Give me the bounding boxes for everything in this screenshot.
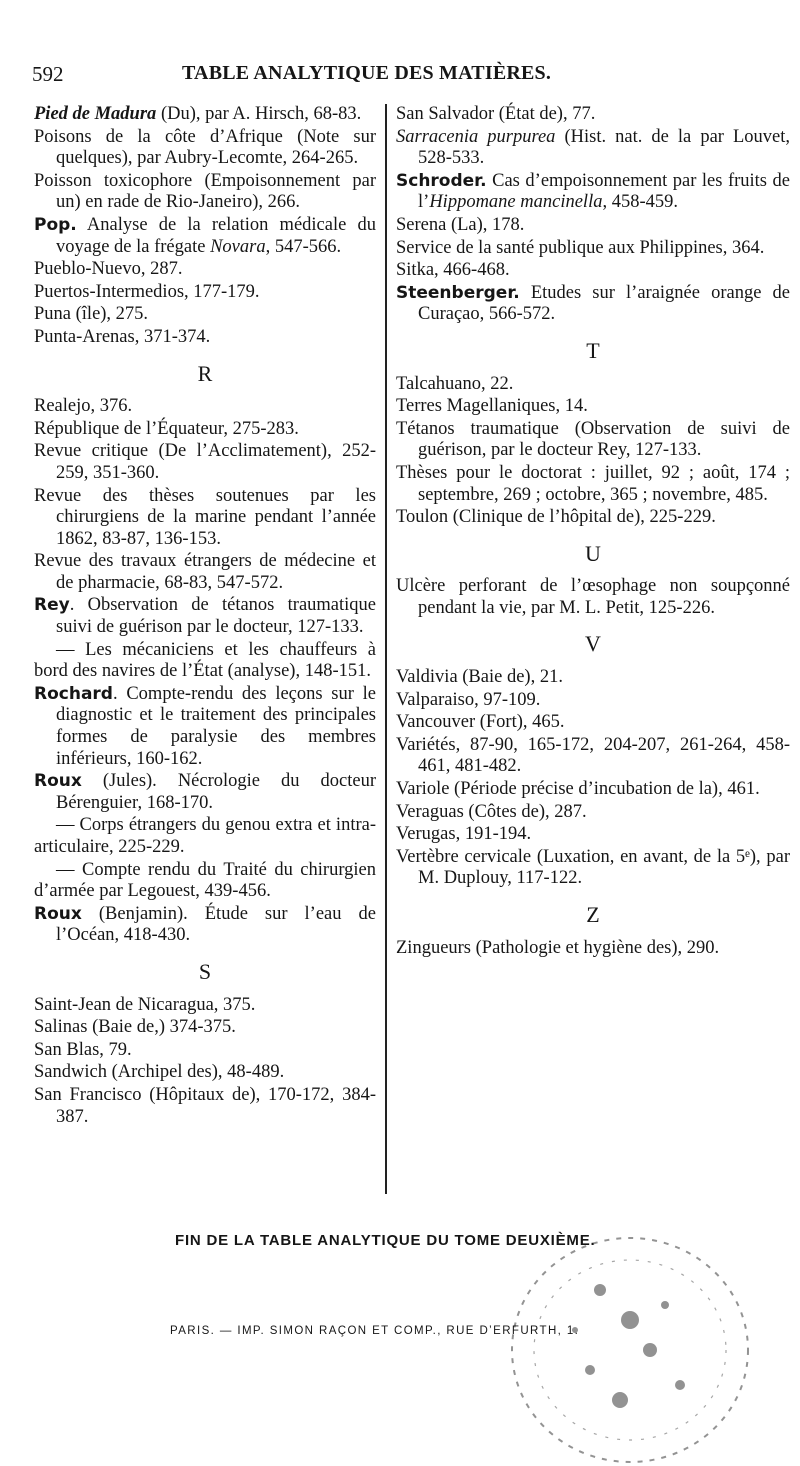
index-entry: Verugas, 191-194. <box>396 824 532 845</box>
section-letter-r: R <box>197 360 213 386</box>
index-entry: Sarracenia purpurea (Hist. nat. de la par Louvet, 528-533. <box>396 126 791 169</box>
index-entry: Serena (La), 178. <box>396 214 525 235</box>
index-entry: Toulon (Clinique de l’hôpital de), 225-229. <box>396 507 716 528</box>
index-entry: Punta-Arenas, 371-374. <box>34 326 211 347</box>
index-entry: Vertèbre cervicale (Luxation, en avant, de la 5ᵉ), par M. Duplouy, 117-122. <box>396 846 790 889</box>
index-entry: Revue des travaux étrangers de médecine et de pharmacie, 68-83, 547-572. <box>34 551 376 593</box>
index-entry: Rey. Observation de tétanos traumatique suivi de guérison par le docteur, 127-133. <box>34 595 376 638</box>
index-entry: Service de la santé publique aux Philippines, 364. <box>396 237 765 258</box>
index-entry: Pop. Analyse de la relation médicale du voyage de la frégate Novara, 547-566. <box>34 214 376 257</box>
section-letter-t: T <box>586 337 600 363</box>
index-entry: Schroder. Cas d’empoisonnement par les fruits de l’Hippomane mancinella, 458-459. <box>396 170 790 213</box>
section-letter-z: Z <box>586 902 600 927</box>
index-entry: San Blas, 79. <box>34 1039 132 1060</box>
left-column <box>34 104 376 1129</box>
index-entry: Revue critique (De l’Acclimatement), 252-259, 351-360. <box>34 441 376 483</box>
index-entry: San Salvador (État de), 77. <box>396 104 596 124</box>
index-entry: Pueblo-Nuevo, 287. <box>34 259 183 280</box>
index-subentry: — Corps étrangers du genou extra et intra-articulaire, 225-229. <box>34 815 376 857</box>
section-letter-v: V <box>585 631 601 657</box>
running-title: TABLE ANALYTIQUE DES MATIÈRES. <box>182 62 552 84</box>
page-header <box>32 62 772 98</box>
section-letter-u: U <box>585 540 601 566</box>
index-entry: Roux (Benjamin). Étude sur l’eau de l’Océan, 418-430. <box>34 903 376 946</box>
index-entry: Revue des thèses soutenues par les chirurgiens de la marine pendant l’année 1862, 83-87, 136-153. <box>34 485 376 549</box>
index-entry: Sandwich (Archipel des), 48-489. <box>34 1062 285 1083</box>
index-entry: Saint-Jean de Nicaragua, 375. <box>34 994 256 1015</box>
index-entry: Thèses pour le doctorat : juillet, 92 ; août, 174 ; septembre, 269 ; octobre, 365 ; novembre, 485. <box>396 462 790 505</box>
index-entry: Realejo, 376. <box>34 396 133 417</box>
index-entry: Pied de Madura (Du), par A. Hirsch, 68-83. <box>34 104 362 124</box>
index-entry: Puna (île), 275. <box>34 304 149 325</box>
index-entry: Variétés, 87-90, 165-172, 204-207, 261-264, 458-461, 481-482. <box>396 734 790 777</box>
page-number: 592 <box>32 62 64 86</box>
index-entry: Tétanos traumatique (Observation de suivi de guérison, par le docteur Rey, 127-133. <box>396 418 790 461</box>
index-entry: Sitka, 466-468. <box>396 260 510 281</box>
index-subentry: — Les mécaniciens et les chauffeurs à bord des navires de l’État (analyse), 148-151. <box>34 639 376 682</box>
index-entry: Roux (Jules). Nécrologie du docteur Bérenguier, 168-170. <box>34 771 376 813</box>
library-stamp <box>480 1210 780 1466</box>
index-entry: San Francisco (Hôpitaux de), 170-172, 384-387. <box>34 1084 376 1127</box>
index-entry: Vancouver (Fort), 465. <box>396 712 565 733</box>
end-colophon: FIN DE LA TABLE ANALYTIQUE DU TOME DEUXIÈME. <box>175 1232 596 1249</box>
index-entry: Puertos-Intermedios, 177-179. <box>34 281 260 302</box>
index-entry: Valparaiso, 97-109. <box>396 689 541 710</box>
index-entry: Zingueurs (Pathologie et hygiène des), 290. <box>396 937 720 958</box>
index-entry: République de l’Équateur, 275-283. <box>34 418 299 439</box>
index-entry: Veraguas (Côtes de), 287. <box>396 801 587 822</box>
right-column <box>396 104 790 960</box>
index-subentry: — Compte rendu du Traité du chirurgien d’armée par Legouest, 439-456. <box>34 859 376 902</box>
index-entry: Steenberger. Etudes sur l’araignée orange de Curaçao, 566-572. <box>396 282 790 325</box>
index-entry: Talcahuano, 22. <box>396 373 514 394</box>
column-divider <box>385 104 387 1194</box>
printer-imprint: PARIS. — IMP. SIMON RAÇON ET COMP., RUE D’ERFURTH, 1. <box>170 1325 580 1337</box>
index-entry: Poisson toxicophore (Empoisonnement par un) en rade de Rio-Janeiro), 266. <box>34 170 376 213</box>
index-entry: Variole (Période précise d’incubation de la), 461. <box>396 779 760 800</box>
index-entry: Terres Magellaniques, 14. <box>396 396 588 417</box>
index-entry: Rochard. Compte-rendu des leçons sur le diagnostic et le traitement des principales formes de paralysie des membres inférieurs, 160-162. <box>34 683 376 769</box>
section-letter-s: S <box>198 958 212 984</box>
index-entry: Ulcère perforant de l’œsophage non soupçonné pendant la vie, par M. L. Petit, 125-226. <box>396 576 790 618</box>
index-entry: Valdivia (Baie de), 21. <box>396 667 563 688</box>
index-entry: Salinas (Baie de,) 374-375. <box>34 1017 236 1038</box>
index-entry: Poisons de la côte d’Afrique (Note sur quelques), par Aubry-Lecomte, 264-265. <box>34 126 376 169</box>
